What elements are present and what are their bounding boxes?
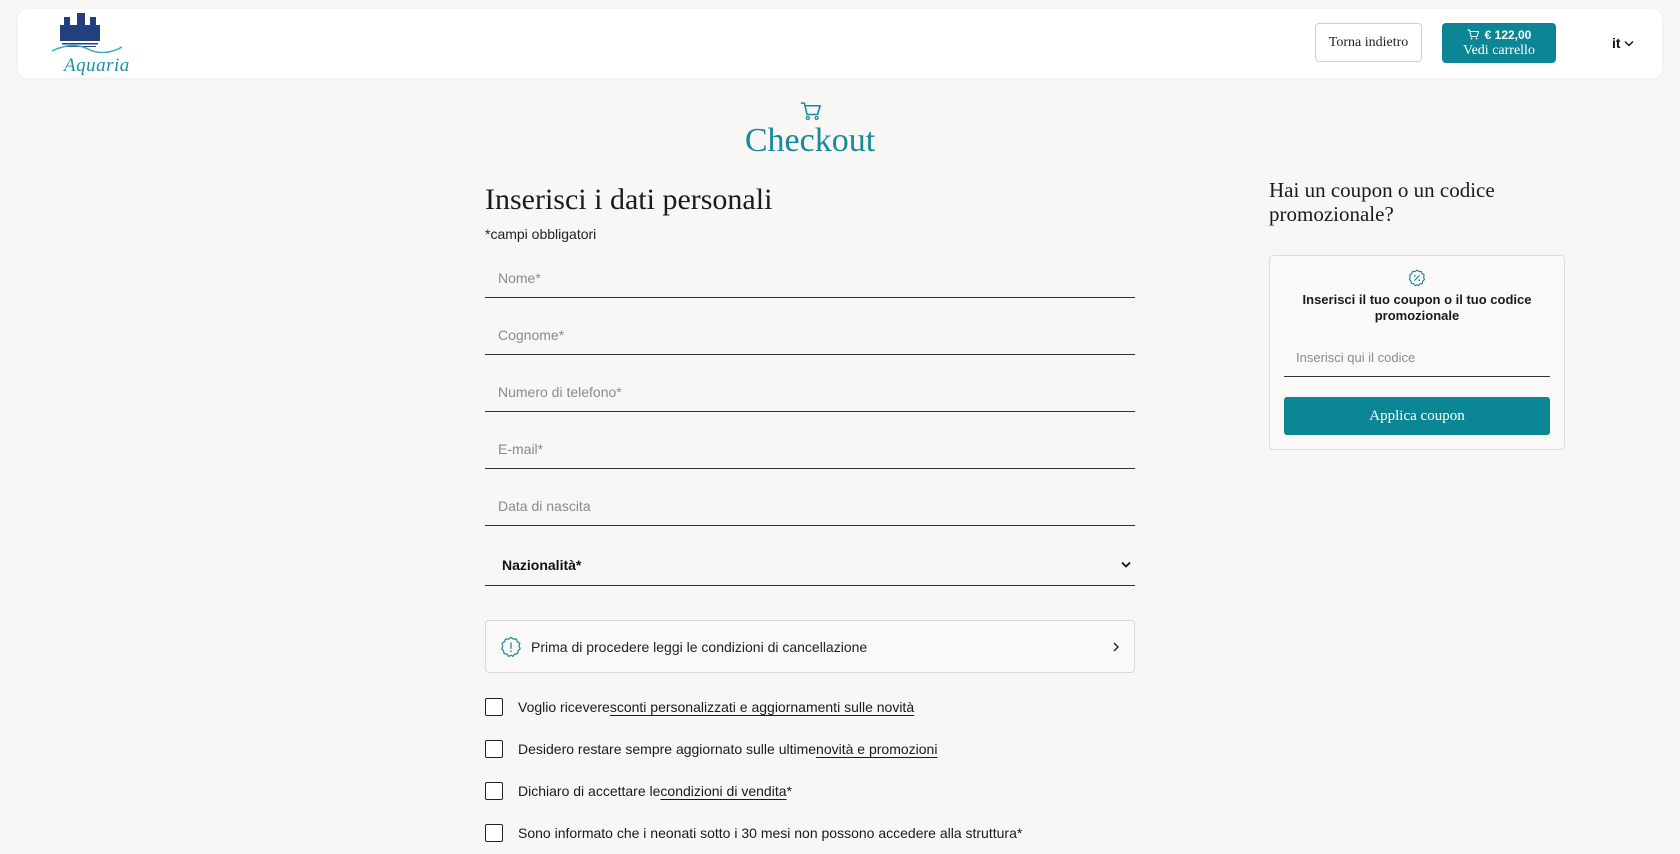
first-name-input[interactable] [485, 258, 1135, 297]
discount-badge-icon [1408, 269, 1426, 287]
checkbox-label: Desidero restare sempre aggiornato sulle ultime [518, 741, 817, 757]
back-button[interactable]: Torna indietro [1315, 23, 1422, 62]
checkbox-row-newsletter[interactable] [485, 740, 937, 758]
coupon-card [1269, 255, 1565, 450]
nationality-label: Nazionalità* [502, 556, 582, 573]
infants-checkbox[interactable] [485, 824, 503, 842]
required-mark: * [786, 783, 792, 799]
terms-link[interactable]: condizioni di vendita [660, 783, 787, 799]
form-title: Inserisci i dati personali [485, 183, 773, 216]
view-cart-button[interactable] [1442, 23, 1556, 63]
nationality-select[interactable] [485, 544, 1135, 586]
view-cart-label: Vedi carrello [1463, 42, 1535, 58]
last-name-input[interactable] [485, 315, 1135, 354]
checkbox-row-terms[interactable] [485, 782, 792, 800]
required-fields-note: *campi obbligatori [485, 226, 597, 242]
alert-badge-icon [500, 636, 522, 658]
terms-checkbox[interactable] [485, 782, 503, 800]
email-input[interactable] [485, 429, 1135, 468]
birth-date-input[interactable] [485, 486, 1135, 525]
checkbox-row-infants[interactable] [485, 824, 1022, 842]
phone-field[interactable] [485, 372, 1135, 412]
newsletter-checkbox[interactable] [485, 740, 503, 758]
email-field[interactable] [485, 429, 1135, 469]
logo-wordmark: Aquaria [64, 55, 130, 76]
coupon-title: Hai un coupon o un codice promozionale? [1269, 178, 1495, 226]
chevron-right-icon [1112, 642, 1120, 652]
cancellation-conditions-link[interactable] [485, 620, 1135, 673]
coupon-code-input[interactable] [1284, 339, 1550, 376]
coupon-description: Inserisci il tuo coupon o il tuo codice promozionale [1302, 292, 1532, 323]
birth-date-field[interactable] [485, 486, 1135, 526]
discounts-checkbox[interactable] [485, 698, 503, 716]
cart-total: € 122,00 [1484, 27, 1532, 42]
chevron-down-icon [1624, 40, 1634, 47]
coupon-code-field[interactable] [1284, 339, 1550, 377]
checkbox-label: Dichiaro di accettare le [518, 783, 661, 799]
chevron-down-icon [1121, 561, 1131, 568]
page-title: Checkout [744, 122, 876, 159]
first-name-field[interactable] [485, 258, 1135, 298]
language-selector[interactable] [1612, 35, 1634, 51]
checkbox-row-discounts[interactable] [485, 698, 914, 716]
brand-logo[interactable] [42, 11, 130, 76]
discounts-link[interactable]: sconti personalizzati e aggiornamenti sulle novità [609, 699, 915, 715]
language-code: it [1612, 35, 1621, 51]
cart-icon [800, 101, 821, 121]
castle-logo-icon [42, 11, 122, 53]
cancellation-notice: Prima di procedere leggi le condizioni di cancellazione [531, 638, 868, 655]
checkbox-label: Voglio ricevere [518, 699, 610, 715]
site-header [18, 9, 1662, 78]
apply-coupon-button[interactable]: Applica coupon [1284, 397, 1550, 435]
cart-icon [1467, 29, 1479, 40]
checkbox-label: Sono informato che i neonati sotto i 30 mesi non possono accedere alla struttura* [518, 825, 1023, 841]
phone-input[interactable] [485, 372, 1135, 411]
last-name-field[interactable] [485, 315, 1135, 355]
promotions-link[interactable]: novità e promozioni [816, 741, 938, 757]
